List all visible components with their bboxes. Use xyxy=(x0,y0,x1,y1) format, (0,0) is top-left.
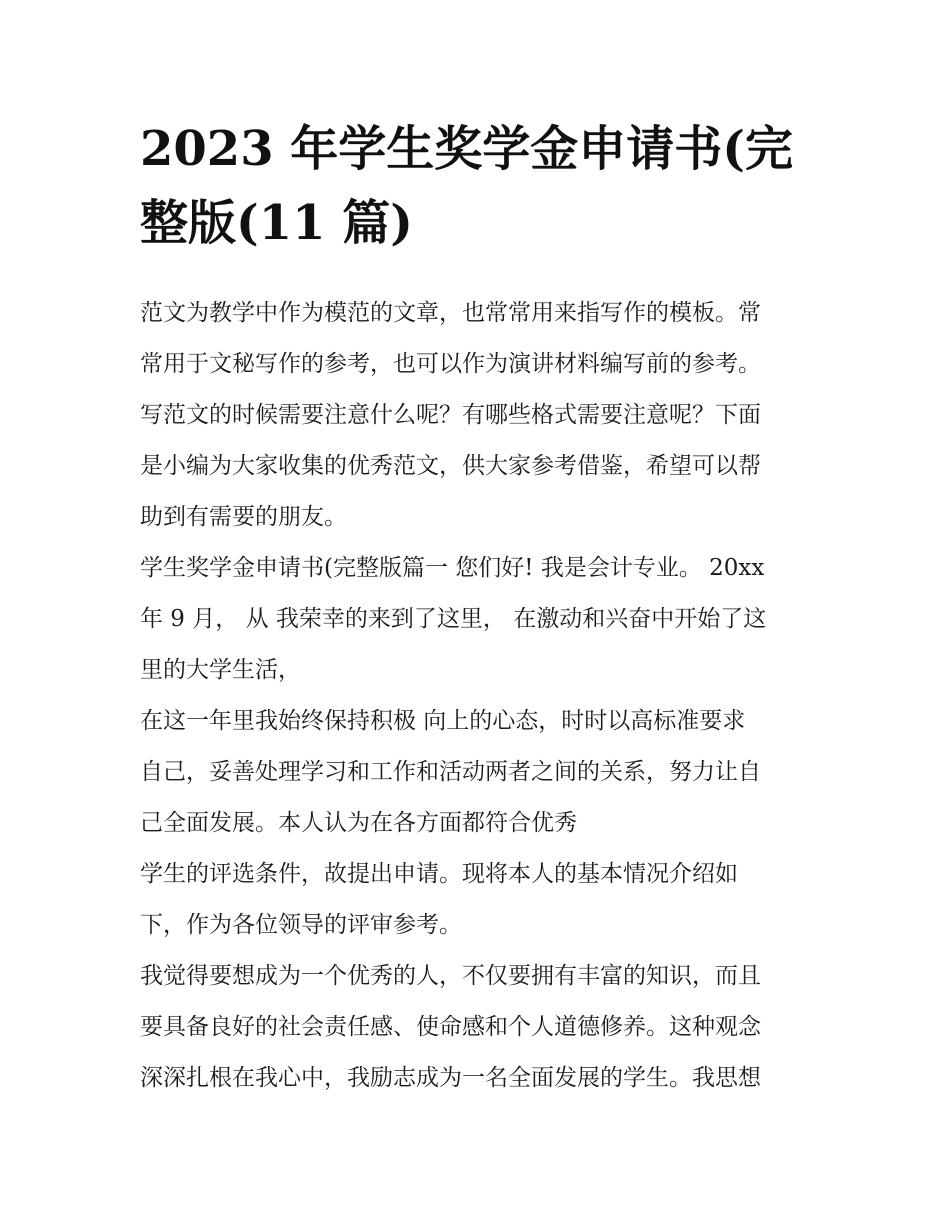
body-paragraph xyxy=(140,951,830,1104)
body-paragraph xyxy=(140,696,830,849)
body-paragraph xyxy=(140,849,830,951)
text-line: 下，作为各位领导的评审参考。 xyxy=(140,912,462,938)
title-line: 整版(11 篇) xyxy=(140,195,413,251)
text-line: 写范文的时候需要注意什么呢？有哪些格式需要注意呢？下面 xyxy=(140,402,761,428)
document-content xyxy=(140,112,830,1104)
text-line: 深深扎根在我心中，我励志成为一名全面发展的学生。我思想 xyxy=(140,1065,761,1091)
text-line: 里的大学生活， xyxy=(140,657,301,683)
text-line: 学生奖学金申请书(完整版篇一 您们好! 我是会计专业。 20xx xyxy=(140,555,765,581)
text-line: 自己，妥善处理学习和工作和活动两者之间的关系，努力让自 xyxy=(140,759,761,785)
text-line: 我觉得要想成为一个优秀的人，不仅要拥有丰富的知识，而且 xyxy=(140,963,761,989)
title-line: 2023 年学生奖学金申请书(完 xyxy=(140,121,794,177)
document-title xyxy=(140,112,830,260)
text-line: 范文为教学中作为模范的文章，也常常用来指写作的模板。常 xyxy=(140,300,761,326)
text-line: 是小编为大家收集的优秀范文，供大家参考借鉴，希望可以帮 xyxy=(140,453,761,479)
text-line: 年 9 月， 从 我荣幸的来到了这里， 在激动和兴奋中开始了这 xyxy=(140,606,767,632)
intro-paragraph xyxy=(140,288,830,543)
body-paragraph xyxy=(140,543,830,696)
text-line: 学生的评选条件，故提出申请。现将本人的基本情况介绍如 xyxy=(140,861,738,887)
text-line: 常用于文秘写作的参考，也可以作为演讲材料编写前的参考。 xyxy=(140,351,761,377)
text-line: 助到有需要的朋友。 xyxy=(140,504,347,530)
text-line: 要具备良好的社会责任感、使命感和个人道德修养。这种观念 xyxy=(140,1014,761,1040)
text-line: 在这一年里我始终保持积极 向上的心态，时时以高标准要求 xyxy=(140,708,746,734)
text-line: 己全面发展。本人认为在各方面都符合优秀 xyxy=(140,810,577,836)
